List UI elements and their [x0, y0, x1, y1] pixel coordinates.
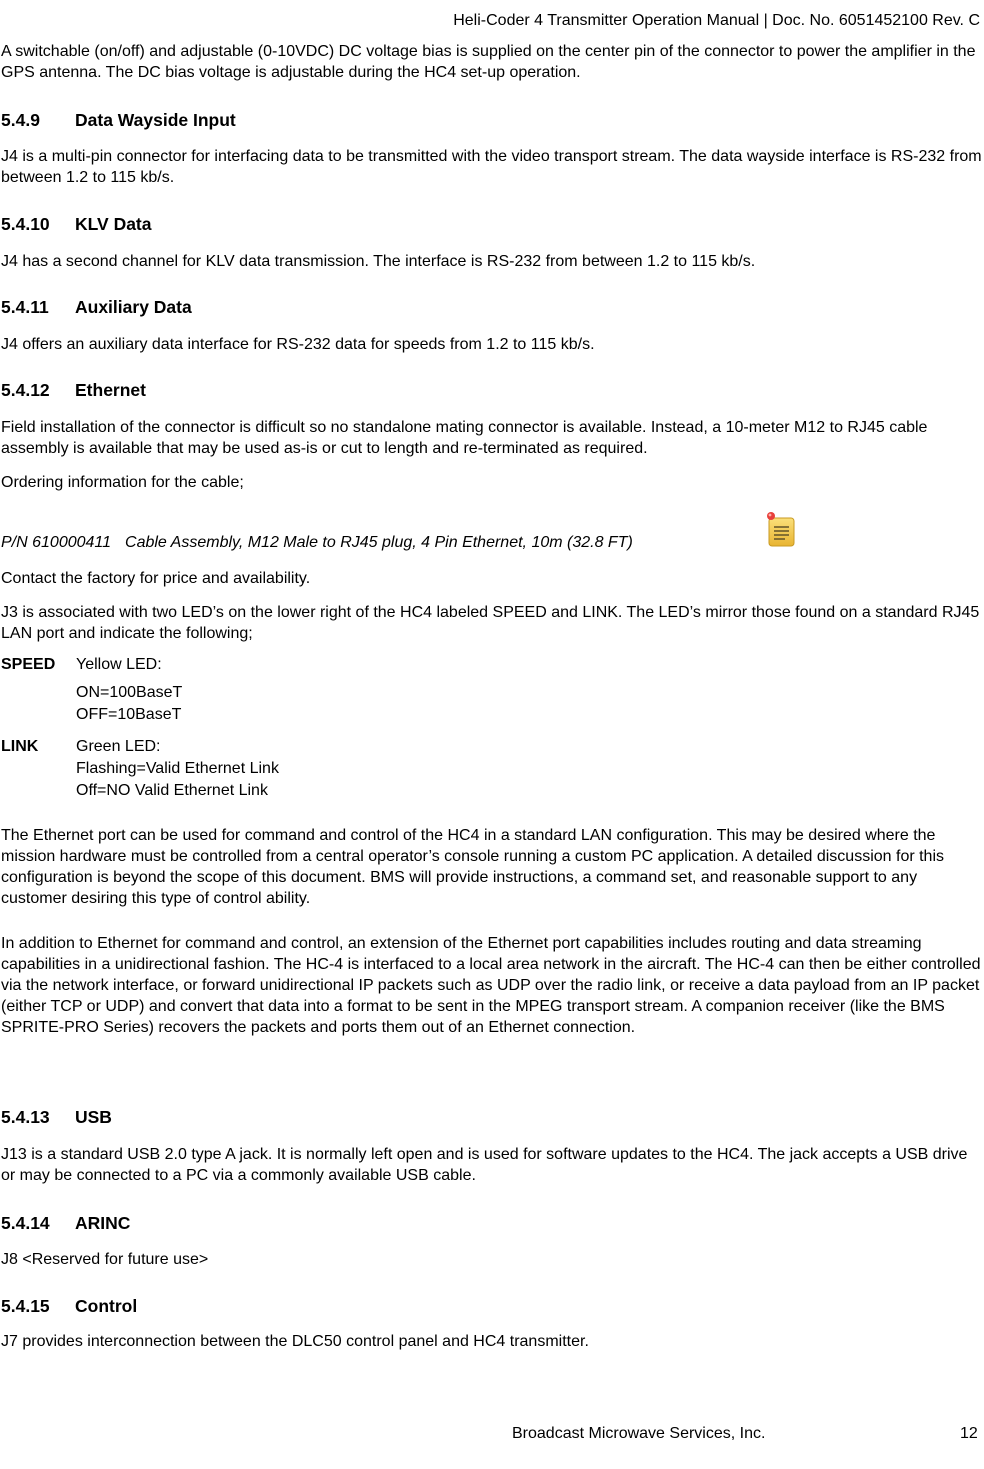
section-title: USB [75, 1107, 112, 1127]
heading-5-4-13 [1, 1107, 112, 1128]
section-number: 5.4.11 [1, 297, 49, 317]
heading-5-4-10 [1, 214, 152, 235]
ordering-info-line: Ordering information for the cable; [1, 474, 244, 491]
section-title: Auxiliary Data [75, 297, 192, 317]
sticky-note-icon[interactable] [764, 510, 796, 548]
link-line-2: Flashing=Valid Ethernet Link [76, 760, 279, 777]
control-paragraph: J7 provides interconnection between the DLC50 control panel and HC4 transmitter. [1, 1333, 589, 1350]
section-title: Ethernet [75, 380, 146, 400]
ethernet-extension-paragraph: In addition to Ethernet for command and control, an extension of the Ethernet port capabilities includes routing and data streaming capabilities in a unidirectional fashion. The HC-4 is interfaced to a local area network in the aircraft. The HC-4 can then be either controlled via the network interface, or forward unidirectional IP packets such as UDP over the radio link, or receive a data payload from an IP packet (either TCP or UDP) and convert that data into a format to be sent in the MPEG transport stream. A companion receiver (like the BMS SPRITE-PRO Series) recovers the packets and ports them out of an Ethernet connection. [1, 935, 981, 1036]
section-number: 5.4.9 [1, 110, 40, 130]
heading-5-4-11 [1, 297, 192, 318]
arinc-paragraph: J8 <Reserved for future use> [1, 1251, 209, 1268]
part-description: Cable Assembly, M12 Male to RJ45 plug, 4 Pin Ethernet, 10m (32.8 FT) [125, 534, 633, 551]
link-line-1: Green LED: [76, 738, 161, 755]
link-label: LINK [1, 738, 39, 755]
page-number: 12 [960, 1425, 978, 1442]
speed-label: SPEED [1, 656, 56, 673]
link-led-description [76, 736, 279, 802]
section-number: 5.4.15 [1, 1296, 50, 1316]
heading-5-4-15 [1, 1296, 137, 1317]
data-wayside-paragraph: J4 is a multi-pin connector for interfacing data to be transmitted with the video transport stream. The data wayside interface is RS-232 from between 1.2 to 115 kb/s. [1, 148, 982, 186]
command-control-paragraph: The Ethernet port can be used for command and control of the HC4 in a standard LAN configuration. This may be desired where the mission hardware must be controlled from a central operator’s console running a custom PC application. A detailed discussion for this configuration is beyond the scope of this document. BMS will provide instructions, a command set, and reasonable support to any customer desiring this type of control ability. [1, 827, 945, 907]
speed-line-3: OFF=10BaseT [76, 706, 182, 723]
heading-5-4-12 [1, 380, 146, 401]
heading-5-4-9 [1, 110, 236, 131]
section-title: Control [75, 1296, 138, 1316]
page-header: Heli-Coder 4 Transmitter Operation Manual | Doc. No. 6051452100 Rev. C [453, 12, 980, 29]
part-number: P/N 610000411 [1, 534, 112, 551]
speed-line-1: Yellow LED: [76, 656, 162, 673]
intro-paragraph: A switchable (on/off) and adjustable (0-10VDC) DC voltage bias is supplied on the center pin of the connector to power the amplifier in the GPS antenna. The DC bias voltage is adjustable during the HC4 set-up operation. [1, 43, 976, 81]
speed-led-description [76, 654, 182, 726]
link-line-3: Off=NO Valid Ethernet Link [76, 782, 268, 799]
section-title: Data Wayside Input [75, 110, 236, 130]
klv-data-paragraph: J4 has a second channel for KLV data transmission. The interface is RS-232 from between 1.2 to 115 kb/s. [1, 253, 756, 270]
part-number-line [1, 534, 633, 552]
section-title: ARINC [75, 1213, 131, 1233]
usb-paragraph: J13 is a standard USB 2.0 type A jack. It is normally left open and is used for software updates to the HC4. The jack accepts a USB drive or may be connected to a PC via a commonly available USB cable. [1, 1146, 968, 1184]
section-title: KLV Data [75, 214, 152, 234]
footer-company: Broadcast Microwave Services, Inc. [512, 1425, 766, 1442]
section-number: 5.4.14 [1, 1213, 50, 1233]
auxiliary-data-paragraph: J4 offers an auxiliary data interface for RS-232 data for speeds from 1.2 to 115 kb/s. [1, 336, 595, 353]
section-number: 5.4.10 [1, 214, 50, 234]
led-intro-paragraph: J3 is associated with two LED’s on the lower right of the HC4 labeled SPEED and LINK. The LED’s mirror those found on a standard RJ45 LAN port and indicate the following; [1, 604, 980, 642]
ethernet-paragraph: Field installation of the connector is difficult so no standalone mating connector is available. Instead, a 10-meter M12 to RJ45 cable assembly is available that may be used as-is or cut to length and re-terminated as required. [1, 419, 928, 457]
speed-line-2: ON=100BaseT [76, 684, 183, 701]
contact-factory-line: Contact the factory for price and availability. [1, 570, 311, 587]
section-number: 5.4.13 [1, 1107, 50, 1127]
section-number: 5.4.12 [1, 380, 50, 400]
heading-5-4-14 [1, 1213, 130, 1234]
